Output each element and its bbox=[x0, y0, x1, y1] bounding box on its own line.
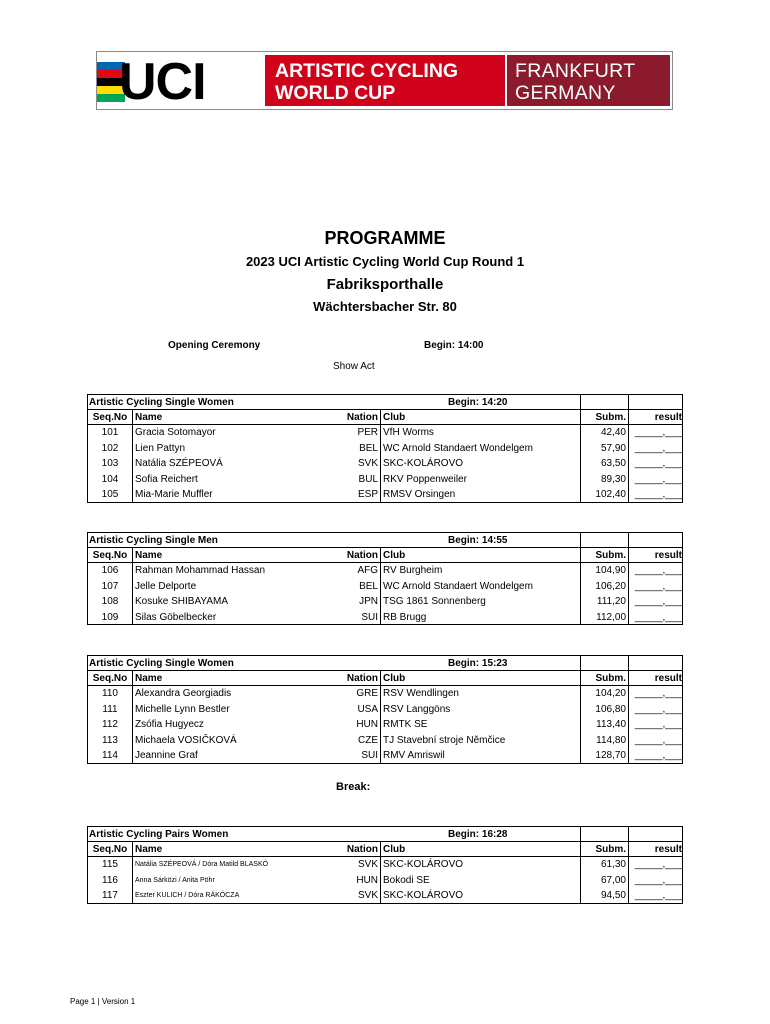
location-city: FRANKFURT bbox=[515, 60, 636, 82]
nation-code: BUL bbox=[358, 473, 378, 485]
seq-number: 116 bbox=[102, 874, 118, 886]
table-row bbox=[87, 472, 683, 488]
col-name-header: Name bbox=[132, 842, 381, 857]
col-nation-header: Nation bbox=[346, 843, 378, 855]
venue-name: Fabriksporthalle bbox=[326, 276, 444, 293]
submitted-score: 111,20 bbox=[580, 594, 628, 610]
club-name: VfH Worms bbox=[380, 425, 580, 441]
club-name: TJ Stavební stroje Němčice bbox=[380, 733, 580, 749]
col-result-header: result bbox=[628, 671, 684, 686]
table-row bbox=[87, 717, 683, 733]
table-row bbox=[87, 873, 683, 889]
nation-code: SVK bbox=[357, 859, 378, 870]
col-nation-header: Nation bbox=[346, 411, 378, 423]
result-blank: _____,___ bbox=[628, 425, 684, 441]
seq-number: 104 bbox=[101, 473, 119, 485]
athlete-name: Eszter KULICH / Dóra RÁKÓCZA bbox=[132, 888, 381, 903]
location-box bbox=[507, 55, 670, 106]
submitted-score: 112,00 bbox=[580, 610, 628, 625]
seq-number: 101 bbox=[101, 427, 119, 438]
seq-number: 113 bbox=[102, 734, 118, 746]
event-name-box bbox=[265, 55, 505, 106]
submitted-score: 106,80 bbox=[580, 702, 628, 718]
session-begin-time: Begin: 14:20 bbox=[448, 397, 508, 408]
event-name-line1: ARTISTIC CYCLING bbox=[275, 60, 459, 82]
nation-code: GRE bbox=[356, 688, 378, 699]
col-name-header: Name bbox=[132, 548, 381, 563]
session-begin-time: Begin: 14:55 bbox=[448, 535, 508, 546]
result-header-spacer bbox=[628, 827, 684, 841]
nation-code: BEL bbox=[359, 442, 378, 454]
column-header-row bbox=[87, 671, 683, 687]
col-nation-header: Nation bbox=[346, 549, 378, 561]
break-label: Break: bbox=[336, 781, 371, 793]
session-title: Artistic Cycling Single Women bbox=[89, 397, 234, 408]
submitted-score: 102,40 bbox=[580, 487, 628, 502]
session-title: Artistic Cycling Single Men bbox=[89, 535, 218, 546]
athlete-name: Natália SZÉPEOVÁ / Dóra Matild BLASKÓ bbox=[132, 857, 381, 873]
table-row bbox=[87, 686, 683, 702]
table-row bbox=[87, 563, 683, 579]
column-header-row bbox=[87, 410, 683, 426]
col-subm-header: Subm. bbox=[580, 410, 628, 425]
seq-number: 105 bbox=[101, 489, 119, 500]
column-header-row bbox=[87, 842, 683, 858]
result-header-spacer bbox=[628, 656, 684, 670]
submitted-score: 57,90 bbox=[580, 441, 628, 457]
seq-number: 107 bbox=[101, 580, 119, 592]
submitted-score: 67,00 bbox=[580, 873, 628, 889]
nation-code: SUI bbox=[361, 611, 378, 623]
result-blank: _____,___ bbox=[628, 733, 684, 749]
seq-number: 103 bbox=[101, 458, 119, 469]
table-row bbox=[87, 748, 683, 764]
opening-begin-time: Begin: 14:00 bbox=[424, 340, 484, 351]
nation-code: AFG bbox=[357, 565, 378, 576]
column-header-row bbox=[87, 548, 683, 564]
athlete-name: Michaela VOSIČKOVÁ bbox=[132, 733, 381, 749]
table-row bbox=[87, 425, 683, 441]
location-country: GERMANY bbox=[515, 82, 616, 104]
nation-code: HUN bbox=[356, 719, 378, 730]
athlete-name: Lien Pattyn bbox=[132, 441, 381, 457]
club-name: RMV Amriswil bbox=[380, 748, 580, 763]
nation-code: HUN bbox=[356, 874, 378, 886]
table-row bbox=[87, 733, 683, 749]
session-begin-time: Begin: 15:23 bbox=[448, 658, 508, 669]
club-name: TSG 1861 Sonnenberg bbox=[380, 594, 580, 610]
club-name: RV Burgheim bbox=[380, 563, 580, 579]
seq-number: 109 bbox=[101, 611, 119, 623]
seq-number: 117 bbox=[102, 890, 118, 901]
submitted-score: 42,40 bbox=[580, 425, 628, 441]
athlete-name: Natália SZÉPEOVÁ bbox=[132, 456, 381, 472]
page-title: PROGRAMME bbox=[324, 228, 446, 248]
athlete-name: Alexandra Georgiadis bbox=[132, 686, 381, 702]
result-blank: _____,___ bbox=[628, 748, 684, 763]
table-row bbox=[87, 487, 683, 503]
seq-number: 111 bbox=[102, 703, 118, 715]
club-name: RSV Langgöns bbox=[380, 702, 580, 718]
session-header-row bbox=[87, 826, 683, 842]
nation-code: SUI bbox=[361, 750, 378, 761]
club-name: RMSV Orsingen bbox=[380, 487, 580, 502]
col-club-header: Club bbox=[380, 410, 580, 425]
session-begin-time: Begin: 16:28 bbox=[448, 829, 508, 840]
submitted-score: 61,30 bbox=[580, 857, 628, 873]
athlete-name: Jeannine Graf bbox=[132, 748, 381, 763]
result-blank: _____,___ bbox=[628, 717, 684, 733]
table-row bbox=[87, 610, 683, 626]
table-row bbox=[87, 579, 683, 595]
nation-code: USA bbox=[357, 703, 378, 715]
col-result-header: result bbox=[628, 410, 684, 425]
club-name: RSV Wendlingen bbox=[380, 686, 580, 702]
col-result-header: result bbox=[628, 842, 684, 857]
club-name: SKC-KOLÁROVO bbox=[380, 456, 580, 472]
table-row bbox=[87, 441, 683, 457]
session-title: Artistic Cycling Single Women bbox=[89, 658, 234, 669]
seq-number: 110 bbox=[102, 688, 118, 699]
result-blank: _____,___ bbox=[628, 487, 684, 502]
result-header-spacer bbox=[628, 533, 684, 547]
club-name: RB Brugg bbox=[380, 610, 580, 625]
session-table bbox=[87, 532, 683, 625]
seq-number: 108 bbox=[101, 596, 119, 607]
session-header-row bbox=[87, 532, 683, 548]
col-club-header: Club bbox=[380, 548, 580, 563]
nation-code: SVK bbox=[357, 458, 378, 469]
result-blank: _____,___ bbox=[628, 441, 684, 457]
athlete-name: Michelle Lynn Bestler bbox=[132, 702, 381, 718]
submitted-score: 106,20 bbox=[580, 579, 628, 595]
nation-code: SVK bbox=[357, 890, 378, 901]
col-nation-header: Nation bbox=[346, 672, 378, 684]
nation-code: ESP bbox=[357, 489, 378, 500]
result-blank: _____,___ bbox=[628, 702, 684, 718]
table-row bbox=[87, 857, 683, 873]
event-name-line2: WORLD CUP bbox=[275, 82, 396, 104]
submitted-score: 114,80 bbox=[580, 733, 628, 749]
seq-number: 112 bbox=[102, 719, 118, 730]
athlete-name: Silas Göbelbecker bbox=[132, 610, 381, 625]
seq-number: 114 bbox=[102, 750, 118, 761]
col-result-header: result bbox=[628, 548, 684, 563]
club-name: RKV Poppenweiler bbox=[380, 472, 580, 488]
athlete-name: Mia-Marie Muffler bbox=[132, 487, 381, 502]
submitted-score: 63,50 bbox=[580, 456, 628, 472]
table-row bbox=[87, 594, 683, 610]
page-footer: Page 1 | Version 1 bbox=[70, 997, 136, 1006]
submitted-score: 128,70 bbox=[580, 748, 628, 763]
result-blank: _____,___ bbox=[628, 594, 684, 610]
athlete-name: Kosuke SHIBAYAMA bbox=[132, 594, 381, 610]
table-row bbox=[87, 702, 683, 718]
submitted-score: 94,50 bbox=[580, 888, 628, 903]
col-name-header: Name bbox=[132, 671, 381, 686]
session-header-row bbox=[87, 655, 683, 671]
col-seq-header: Seq.No bbox=[92, 411, 128, 423]
table-row bbox=[87, 456, 683, 472]
result-blank: _____,___ bbox=[628, 579, 684, 595]
subm-header-spacer bbox=[580, 533, 628, 547]
nation-code: BEL bbox=[359, 580, 378, 592]
result-blank: _____,___ bbox=[628, 873, 684, 889]
session-table bbox=[87, 655, 683, 764]
subm-header-spacer bbox=[580, 395, 628, 409]
col-name-header: Name bbox=[132, 410, 381, 425]
submitted-score: 89,30 bbox=[580, 472, 628, 488]
nation-code: CZE bbox=[358, 734, 378, 746]
nation-code: PER bbox=[357, 427, 378, 438]
subm-header-spacer bbox=[580, 656, 628, 670]
col-subm-header: Subm. bbox=[580, 671, 628, 686]
seq-number: 106 bbox=[101, 565, 119, 576]
session-table bbox=[87, 826, 683, 904]
event-banner bbox=[96, 51, 673, 110]
session-title: Artistic Cycling Pairs Women bbox=[89, 829, 229, 840]
club-name: WC Arnold Standaert Wondelgem bbox=[380, 579, 580, 595]
club-name: Bokodi SE bbox=[380, 873, 580, 889]
page-subtitle: 2023 UCI Artistic Cycling World Cup Round 1 bbox=[245, 254, 525, 269]
athlete-name: Sofia Reichert bbox=[132, 472, 381, 488]
col-seq-header: Seq.No bbox=[92, 549, 128, 561]
uci-logo: UCI bbox=[119, 53, 206, 111]
club-name: RMTK SE bbox=[380, 717, 580, 733]
col-seq-header: Seq.No bbox=[92, 843, 128, 855]
athlete-name: Zsófia Hugyecz bbox=[132, 717, 381, 733]
submitted-score: 113,40 bbox=[580, 717, 628, 733]
result-blank: _____,___ bbox=[628, 857, 684, 873]
result-blank: _____,___ bbox=[628, 456, 684, 472]
opening-ceremony-label: Opening Ceremony bbox=[168, 340, 261, 351]
result-blank: _____,___ bbox=[628, 563, 684, 579]
table-row bbox=[87, 888, 683, 904]
result-header-spacer bbox=[628, 395, 684, 409]
club-name: SKC-KOLÁROVO bbox=[380, 857, 580, 873]
subm-header-spacer bbox=[580, 827, 628, 841]
session-table bbox=[87, 394, 683, 503]
result-blank: _____,___ bbox=[628, 472, 684, 488]
seq-number: 115 bbox=[102, 859, 118, 870]
nation-code: JPN bbox=[359, 596, 378, 607]
athlete-name: Anna Sárközi / Anita Pöhr bbox=[132, 873, 381, 889]
result-blank: _____,___ bbox=[628, 610, 684, 625]
result-blank: _____,___ bbox=[628, 888, 684, 903]
athlete-name: Jelle Delporte bbox=[132, 579, 381, 595]
athlete-name: Rahman Mohammad Hassan bbox=[132, 563, 381, 579]
club-name: SKC-KOLÁROVO bbox=[380, 888, 580, 903]
col-club-header: Club bbox=[380, 671, 580, 686]
athlete-name: Gracia Sotomayor bbox=[132, 425, 381, 441]
col-seq-header: Seq.No bbox=[92, 672, 128, 684]
show-act-label: Show Act bbox=[333, 361, 375, 372]
seq-number: 102 bbox=[101, 442, 119, 454]
col-subm-header: Subm. bbox=[580, 842, 628, 857]
col-club-header: Club bbox=[380, 842, 580, 857]
venue-address: Wächtersbacher Str. 80 bbox=[313, 299, 457, 314]
club-name: WC Arnold Standaert Wondelgem bbox=[380, 441, 580, 457]
submitted-score: 104,20 bbox=[580, 686, 628, 702]
result-blank: _____,___ bbox=[628, 686, 684, 702]
submitted-score: 104,90 bbox=[580, 563, 628, 579]
session-header-row bbox=[87, 394, 683, 410]
col-subm-header: Subm. bbox=[580, 548, 628, 563]
